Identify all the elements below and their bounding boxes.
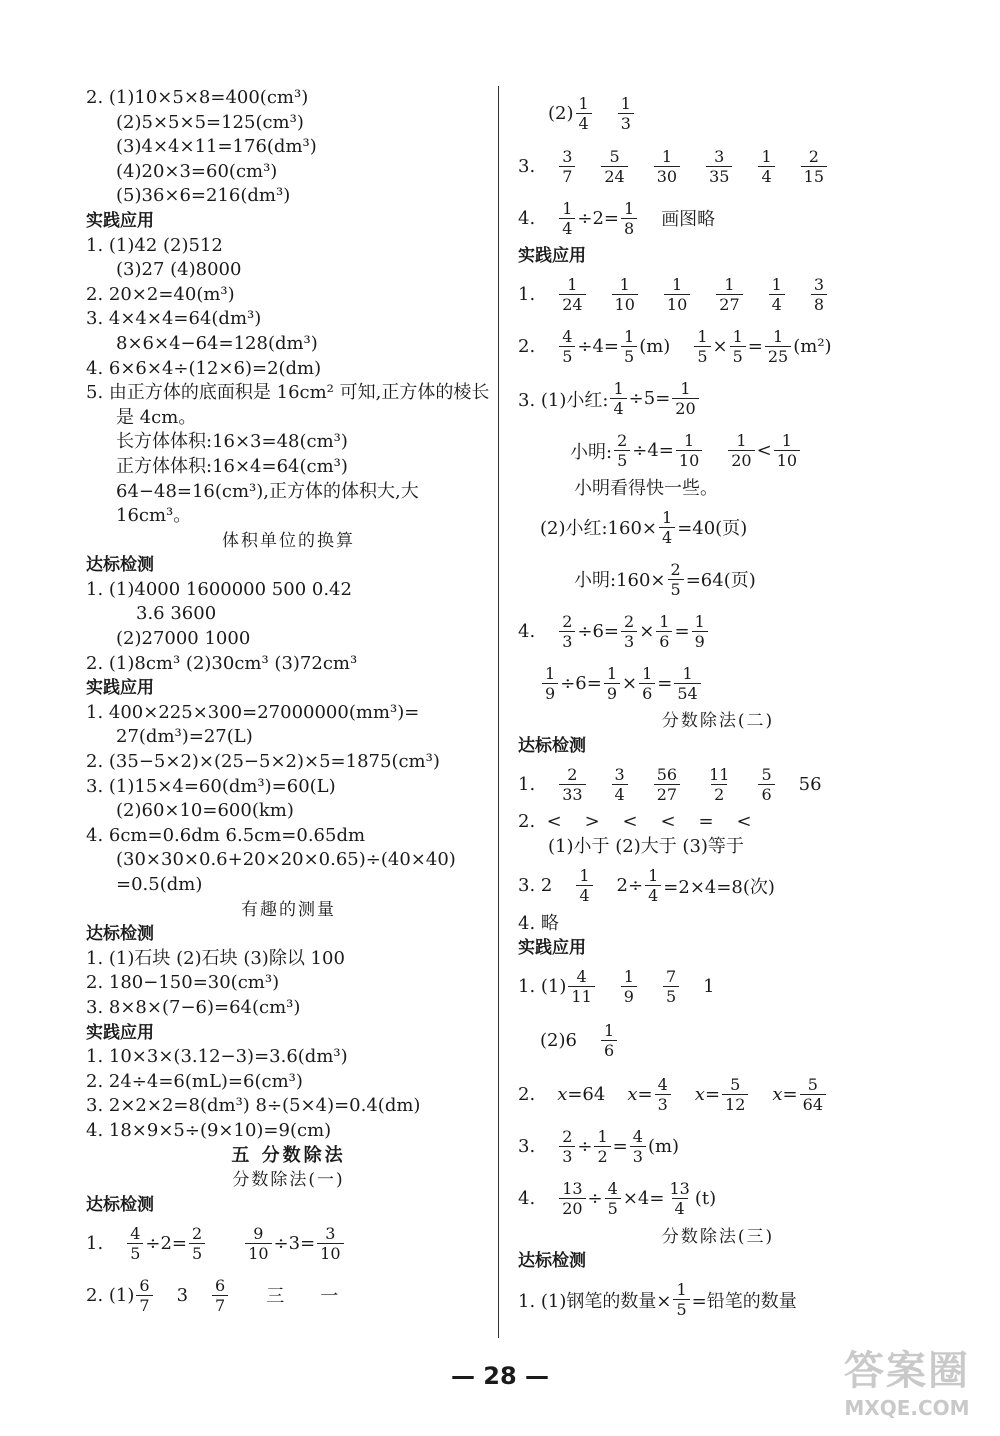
fraction: 1 10 — [676, 431, 702, 470]
fraction: 1 10 — [664, 275, 690, 314]
fraction: 1 5 — [730, 327, 746, 366]
page-number: — 28 — — [450, 1362, 550, 1390]
fraction: 5 6 — [758, 765, 774, 804]
answer-line: 3. (1)15×4=60(dm³)=60(L) — [86, 775, 336, 797]
answer-line: 5. 由正方体的底面积是 16cm² 可知,正方体的棱长是 4cm。 — [86, 382, 490, 428]
fraction: 2 15 — [801, 147, 827, 186]
fraction: 1 4 — [610, 379, 626, 418]
fraction: 2 3 — [559, 612, 575, 651]
section-heading: 实践应用 — [86, 678, 154, 699]
answer-line: =0.5(dm) — [116, 874, 203, 895]
answer-line: (3)4×4×11=176(dm³) — [116, 136, 317, 158]
fraction-answer-line: 小明: 2 5 ÷4= 1 10 1 20 < 1 10 — [518, 425, 918, 477]
fraction: 1 3 — [618, 94, 634, 133]
chapter-title: 五 分数除法 — [231, 1144, 346, 1166]
fraction: 1 6 — [656, 612, 672, 651]
fraction: 1 20 — [672, 379, 698, 418]
fraction: 1 9 — [604, 664, 620, 703]
fraction: 4 3 — [655, 1075, 671, 1114]
fraction: 4 5 — [605, 1179, 621, 1218]
fraction-answer-line: 1. 4 5 ÷2= 2 5 9 10 ÷3= 3 10 — [86, 1217, 491, 1269]
section-heading: 实践应用 — [518, 938, 586, 959]
answer-line: 1. (1)4000 1600000 500 0.42 — [86, 578, 352, 600]
fraction: 2 5 — [614, 431, 630, 470]
fraction: 2 3 — [621, 612, 637, 651]
fraction: 5 24 — [601, 147, 627, 186]
fraction-answer-line: 3. (1)小红: 1 4 ÷5= 1 20 — [518, 373, 918, 425]
column-divider — [498, 86, 499, 1338]
answer-line: 4. 略 — [518, 912, 559, 934]
answer-line: 4. 6cm=0.6dm 6.5cm=0.65dm — [86, 824, 366, 846]
fraction: 1 9 — [692, 612, 708, 651]
answer-line: 27(dm³)=27(L) — [116, 726, 253, 748]
subsection-title: 体积单位的换算 — [222, 530, 355, 551]
fraction: 1 27 — [716, 275, 742, 314]
section-heading: 达标检测 — [86, 555, 154, 576]
answer-line: 2. (35−5×2)×(25−5×2)×5=1875(cm³) — [86, 751, 440, 773]
fraction: 1 9 — [542, 664, 558, 703]
fraction-answer-line: (2) 1 4 1 3 — [518, 86, 918, 140]
answer-line: (1)小于 (2)大于 (3)等于 — [548, 835, 744, 857]
fraction-answer-line: (2)小红:160× $\frac{1}{4}$ =40(页) — [540, 507, 748, 547]
fraction-answer-line: 小明:160× $\frac{2}{5}$ =64(页) — [574, 559, 756, 599]
answer-line: 长方体体积:16×3=48(cm³) — [116, 431, 348, 453]
fraction: 2 33 — [559, 765, 585, 804]
fraction: 1 24 — [559, 275, 585, 314]
answer-line: (5)36×6=216(dm³) — [116, 185, 291, 207]
right-column — [518, 86, 918, 1326]
answer-line: (2)60×10=600(km) — [116, 800, 294, 822]
answer-line: 正方体体积:16×4=64(cm³) — [116, 455, 348, 477]
fraction: 4 11 — [568, 967, 594, 1006]
answer-line: (2)5×5×5=125(cm³) — [116, 111, 304, 133]
fraction: 1 54 — [674, 664, 700, 703]
fraction: 1 6 — [601, 1021, 617, 1060]
answer-line: 64−48=16(cm³),正方体的体积大,大16cm³。 — [116, 480, 419, 527]
fraction-answer-line: 4. 1 4 ÷2= 1 8 画图略 — [518, 198, 716, 238]
fraction: 13 4 — [669, 1179, 690, 1219]
fraction-answer-line: 1. (1) 4 11 1 9 7 5 1 — [518, 967, 715, 1007]
fraction: 1 10 — [612, 275, 638, 314]
fraction: 1 4 — [769, 275, 785, 314]
answer-line: 2. < > < < = < — [518, 811, 752, 833]
answer-line: 1. 400×225×300=27000000(mm³)= — [86, 701, 420, 723]
fraction: 1 8 — [621, 199, 637, 238]
fraction: 1 25 — [765, 327, 791, 366]
fraction: 4 3 — [630, 1127, 646, 1166]
fraction: 2 3 — [559, 1127, 575, 1166]
fraction-answer-line: 2. (1) 6 7 3 6 7 三 一 — [86, 1275, 339, 1315]
fraction-answer-line: 3. 2 3 ÷ 1 2 = 4 3 (m) — [518, 1127, 680, 1167]
fraction: 6 7 — [136, 1276, 152, 1315]
fraction: 1 5 — [694, 327, 710, 366]
section-heading: 达标检测 — [86, 924, 154, 945]
fraction: 1 4 — [559, 199, 575, 238]
fraction: 56 27 — [654, 765, 680, 804]
fraction: 1 5 — [621, 327, 637, 366]
fraction: 11 2 — [709, 764, 730, 804]
answer-line: 4. 6×6×4÷(12×6)=2(dm) — [86, 357, 322, 379]
fraction: $\frac{1}{4}$ — [645, 866, 661, 905]
answer-line: 1. (1)42 (2)512 — [86, 234, 223, 256]
answer-line: 2. (1)10×5×8=400(cm³) — [86, 87, 309, 108]
fraction: 9 10 — [245, 1224, 271, 1263]
answer-line: 2. 24÷4=6(mL)=6(cm³) — [86, 1070, 303, 1092]
answer-line: 1. 10×3×(3.12−3)=3.6(dm³) — [86, 1046, 348, 1068]
fraction: 3 7 — [559, 147, 575, 186]
section-heading: 实践应用 — [86, 1022, 154, 1043]
answer-line: 2. 20×2=40(m³) — [86, 283, 235, 305]
fraction-answer-line: 1. (1)钢笔的数量× $\frac{1}{5}$ =铅笔的数量 — [518, 1280, 797, 1320]
fraction: 4 5 — [559, 327, 575, 366]
fraction: 5 12 — [722, 1075, 748, 1114]
answer-line: 3. 4×4×4=64(dm³) — [86, 308, 262, 330]
fraction: $\frac{1}{4}$ — [659, 508, 675, 547]
answer-line: 3. 8×8×(7−6)=64(cm³) — [86, 996, 301, 1018]
answer-line: (30×30×0.6+20×20×0.65)÷(40×40) — [116, 849, 456, 871]
fraction: 1 2 — [594, 1127, 610, 1166]
left-column — [86, 86, 491, 1321]
fraction: 13 20 — [559, 1179, 585, 1218]
fraction-answer-line: 1. 1 24 1 10 1 10 1 27 1 4 3 8 — [518, 269, 918, 321]
section-heading: 实践应用 — [86, 210, 154, 231]
subsection-title: 分数除法(三) — [661, 1226, 775, 1247]
fraction: 3 8 — [811, 275, 827, 314]
fraction: $\frac{1}{5}$ — [673, 1280, 689, 1319]
answer-line: 3. 2×2×2=8(dm³) 8÷(5×4)=0.4(dm) — [86, 1095, 421, 1117]
fraction-answer-line: 1 9 ÷6= 1 9 × 1 6 = 1 54 — [518, 657, 918, 709]
answer-line: 1. (1)石块 (2)石块 (3)除以 100 — [86, 947, 345, 969]
answer-line: 3.6 3600 — [136, 603, 217, 625]
fraction: 1 9 — [621, 967, 637, 1006]
section-heading: 实践应用 — [518, 246, 586, 266]
fraction-answer-line: 1. 2 33 3 4 56 27 11 2 5 6 56 — [518, 764, 822, 804]
watermark-text: 答案圈 — [844, 1348, 970, 1394]
answer-line: (4)20×3=60(cm³) — [116, 160, 278, 182]
answer-line: 2. (1)8cm³ (2)30cm³ (3)72cm³ — [86, 652, 358, 674]
subsection-title: 分数除法(一) — [232, 1170, 345, 1191]
fraction-answer-line: 2. x =64 x = 4 3 x = 5 12 x = 5 64 — [518, 1069, 918, 1121]
answer-line: (3)27 (4)8000 — [116, 259, 242, 281]
answer-line: 4. 18×9×5÷(9×10)=9(cm) — [86, 1119, 332, 1141]
fraction: 4 5 — [127, 1224, 143, 1263]
fraction-answer-line: 2. 4 5 ÷4= 1 5 (m) 1 5 × 1 5 = 1 25 (m²) — [518, 327, 832, 367]
answer-line: 小明看得快一些。 — [574, 477, 718, 499]
fraction: 5 64 — [800, 1075, 826, 1114]
fraction: 3 4 — [612, 765, 628, 804]
watermark-logo — [832, 1346, 982, 1426]
subsection-title: 分数除法(二) — [661, 711, 775, 732]
answer-line: (2)27000 1000 — [116, 628, 251, 650]
fraction-answer-line: 3. 3 7 5 24 1 30 3 35 1 4 2 15 — [518, 140, 918, 192]
fraction: 1 20 — [728, 431, 754, 470]
fraction: 3 10 — [317, 1224, 343, 1263]
fraction: 1 4 — [576, 94, 592, 133]
fraction: 7 5 — [663, 967, 679, 1006]
section-heading: 达标检测 — [518, 1251, 586, 1272]
fraction-answer-line: 4. 2 3 ÷6= 2 3 × 1 6 = 1 9 — [518, 605, 918, 657]
answer-line: 2. 180−150=30(cm³) — [86, 972, 280, 994]
fraction: 6 7 — [212, 1276, 228, 1315]
fraction: 1 30 — [654, 147, 680, 186]
answer-line: 8×6×4−64=128(dm³) — [116, 332, 318, 354]
fraction: 2 5 — [189, 1224, 205, 1263]
section-heading: 达标检测 — [86, 1194, 154, 1215]
section-heading: 达标检测 — [518, 735, 586, 756]
fraction: 1 10 — [774, 431, 800, 470]
watermark-url: MXQE.COM — [844, 1396, 970, 1420]
fraction: 1 4 — [758, 147, 774, 186]
fraction-answer-line: 4. 13 20 ÷ 4 5 ×4= 13 4 (t) — [518, 1179, 717, 1219]
fraction-answer-line: (2)6 1 6 — [518, 1013, 918, 1069]
fraction: 1 4 — [576, 866, 592, 905]
fraction-answer-line: 3. 2 1 4 2÷ $\frac{1}{4}$ =2×4=8(次) — [518, 866, 775, 906]
subsection-title: 有趣的测量 — [241, 899, 336, 920]
fraction: $\frac{2}{5}$ — [668, 560, 684, 599]
fraction: 3 35 — [706, 147, 732, 186]
fraction: 1 6 — [639, 664, 655, 703]
